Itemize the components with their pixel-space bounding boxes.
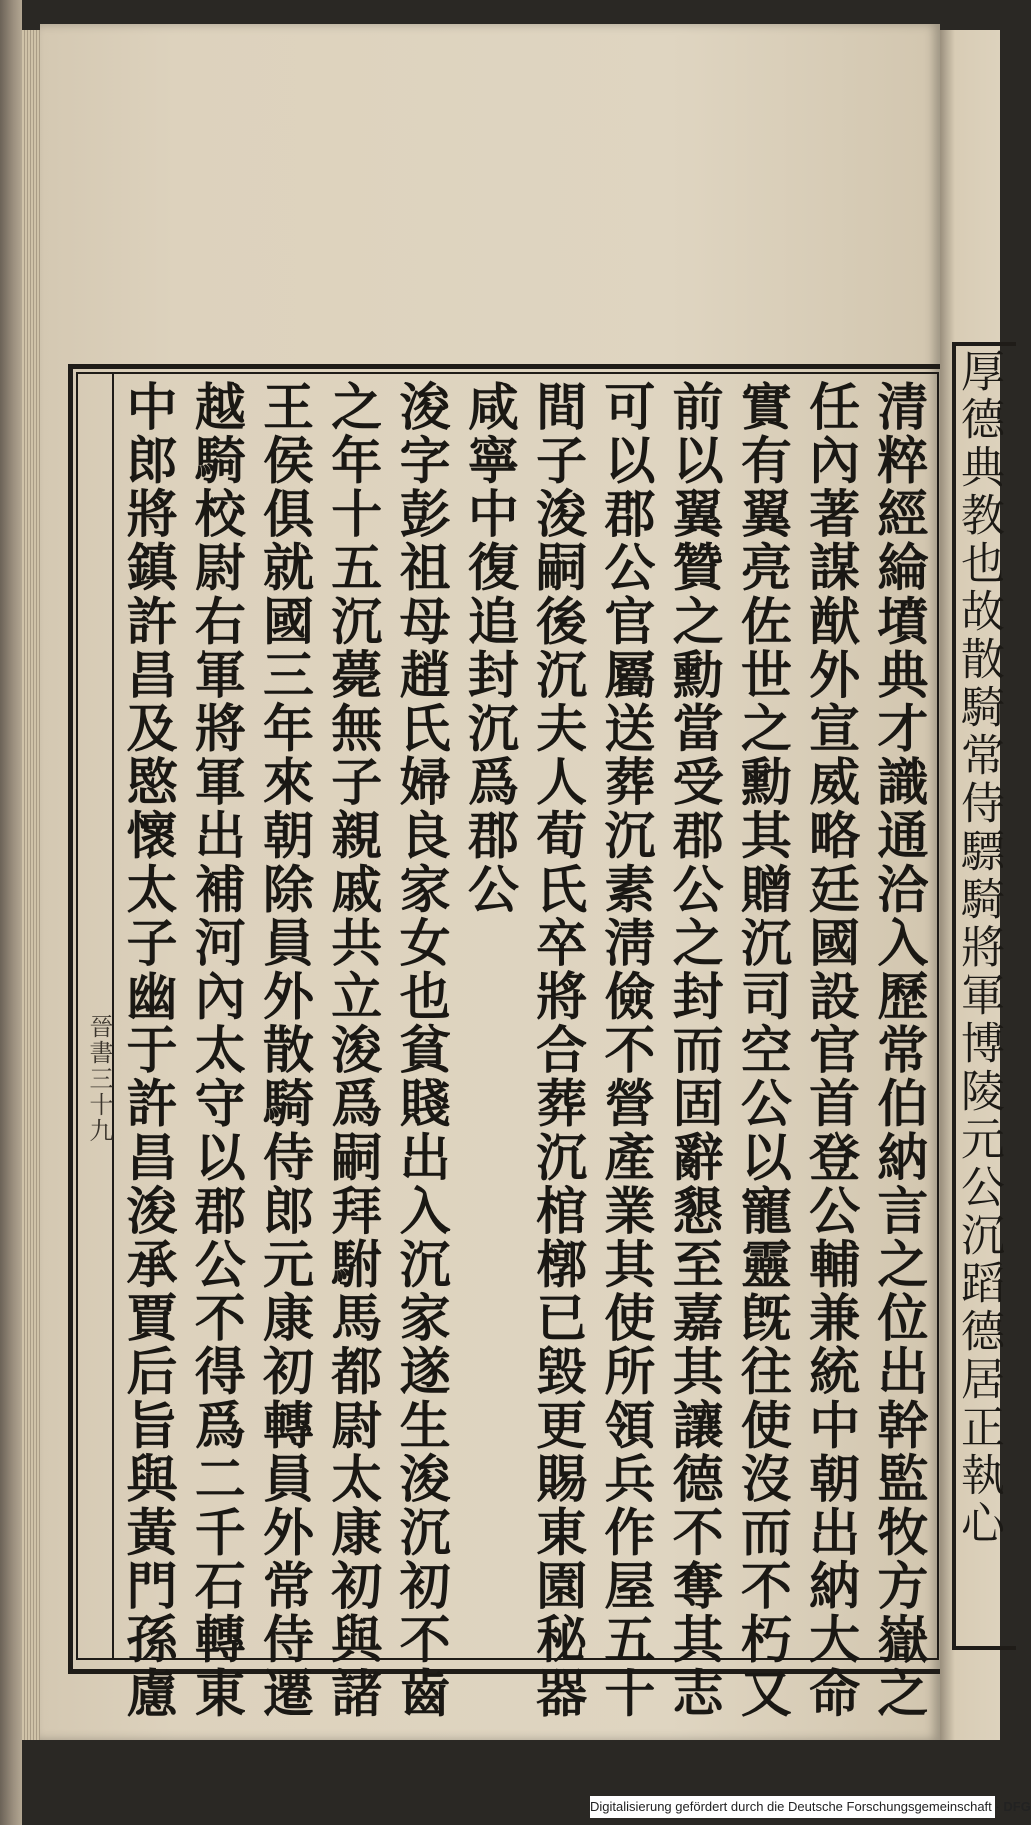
digitization-credit: Digitalisierung gefördert durch die Deutsche Forschungsgemeinschaft · DFG [590,1796,995,1818]
text-column: 實有翼亮佐世之勳其贈沉司空公以寵靈旣往使沒而不朽又 [731,380,792,1720]
page-stack-edge [22,30,40,1740]
page-margin-strip [78,374,114,1658]
text-columns [114,380,931,1720]
text-column: 前以翼贊之勳當受郡公之封而固辭懇至嘉其讓德不奪其志 [663,380,724,1720]
margin-note: 晉書三十九 [85,1014,113,1144]
text-column: 清粹經綸墳典才識通洽入歷常伯納言之位出幹監牧方嶽之 [867,380,928,1720]
text-frame [76,372,939,1720]
text-column: 間子浚嗣後沉夫人荀氏卒將合葬沉棺槨已毀更賜東園秘器 [526,380,587,1720]
text-column: 浚字彭祖母趙氏婦良家女也貧賤出入沉家遂生浚沉初不齒 [390,380,451,1720]
text-column: 中郎將鎮許昌及愍懷太子幽于許昌浚承賈后旨與黃門孫慮 [117,380,177,1720]
book-spine-shadow [0,0,22,1825]
book-page [40,24,940,1740]
text-column: 任內著謀猷外宣威略廷國設官首登公輔兼統中朝出納大命 [799,380,860,1720]
text-column: 越騎校尉右軍將軍出補河內太守以郡公不得爲二千石轉東 [185,380,246,1720]
dfg-logo: DFG [1003,1799,1031,1814]
facing-page [940,30,1004,1740]
text-column: 之年十五沉薨無子親戚共立浚爲嗣拜駙馬都尉太康初與諸 [321,380,382,1720]
text-column: 咸寧中復追封沉爲郡公 [458,380,519,916]
text-column: 王侯俱就國三年來朝除員外散騎侍郎元康初轉員外常侍遷 [253,380,314,1720]
credit-text: Digitalisierung gefördert durch die Deutsche Forschungsgemeinschaft [590,1799,992,1814]
text-column: 可以郡公官屬送葬沉素淸儉不營產業其使所領兵作屋五十 [594,380,655,1720]
facing-page-column: 厚德典教也故散騎常侍驃騎將軍博陵元公沉蹈德居正執心 [953,348,1004,1548]
